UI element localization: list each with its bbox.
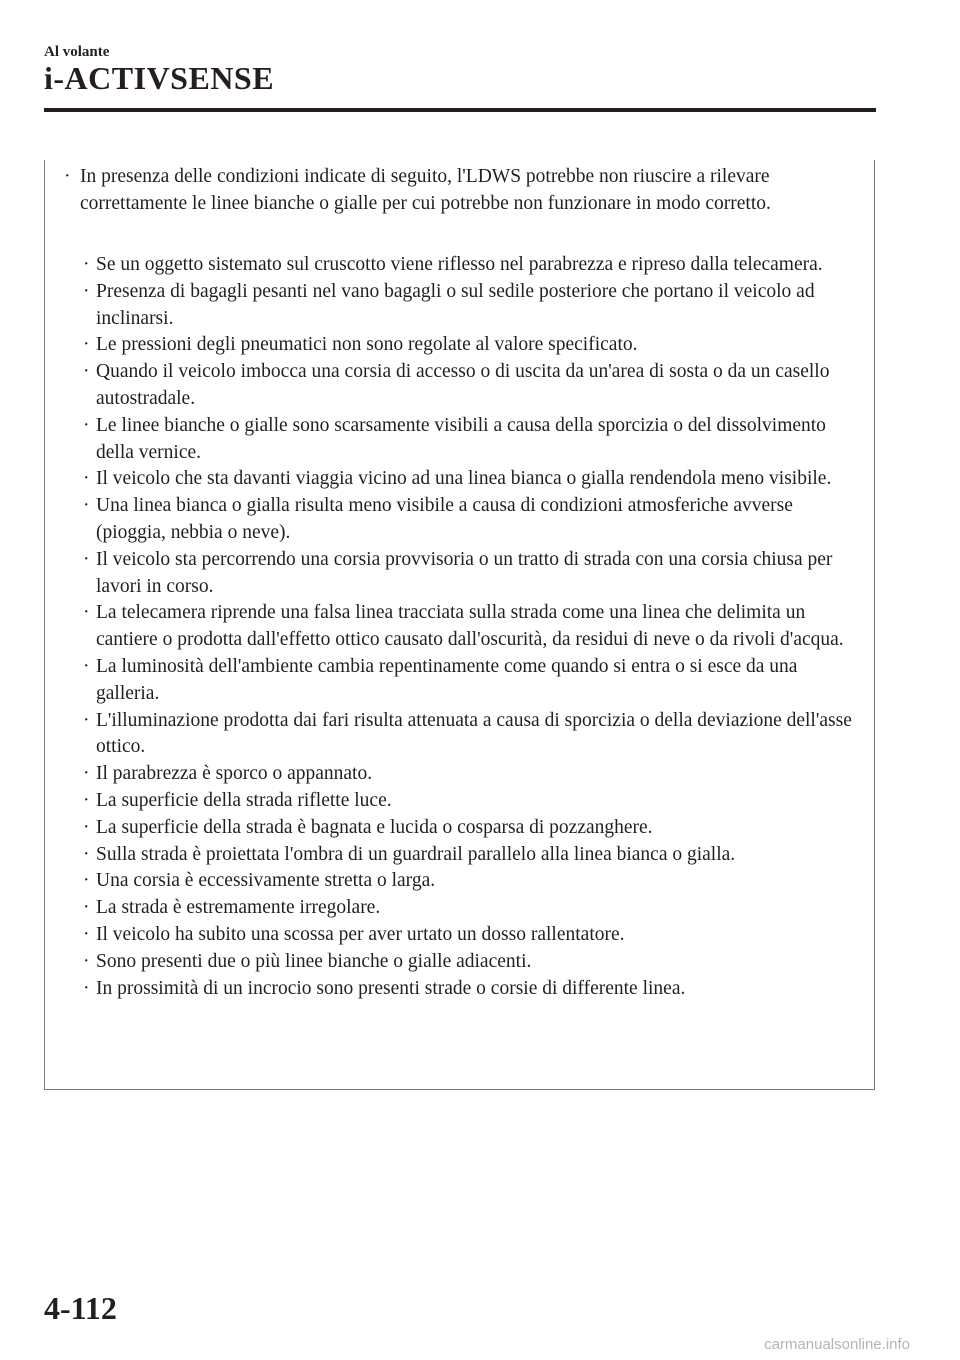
list-item [83, 976, 852, 1003]
bullet-marker: · [64, 166, 71, 187]
list-item [83, 413, 852, 467]
bullet-marker: · [83, 495, 90, 517]
bullet-marker: · [83, 548, 90, 570]
list-item-text: Se un oggetto sistemato sul cruscotto viene riflesso nel parabrezza e ripreso dalla telecamera. [96, 254, 823, 275]
list-item [83, 708, 852, 762]
list-item-text: Sulla strada è proiettata l'ombra di un guardrail parallelo alla linea bianca o gialla. [96, 843, 736, 865]
bullet-marker: · [83, 414, 90, 436]
bullet-marker: · [83, 602, 90, 624]
list-item [83, 252, 852, 279]
list-item [83, 949, 852, 976]
list-item-text: La telecamera riprende una falsa linea tracciata sulla strada come una linea che delimita un cantiere o prodotta dall'effetto ottico causato dall'oscurità, da residui di neve o da rivoli d'acqua. [96, 602, 844, 651]
list-item [83, 279, 852, 333]
condition-list [83, 252, 852, 1002]
bullet-marker: · [83, 468, 90, 490]
list-item-text: Il veicolo ha subito una scossa per aver urtato un dosso rallentatore. [96, 923, 625, 945]
bullet-marker: · [83, 655, 90, 677]
bullet-marker: · [83, 870, 90, 892]
list-item [83, 761, 852, 788]
list-item [83, 332, 852, 359]
list-item [83, 547, 852, 601]
bullet-marker: · [83, 789, 90, 811]
note-intro-text: In presenza delle condizioni indicate di seguito, l'LDWS potrebbe non riuscire a rilevare correttamente le linee bianche o gialle per cui potrebbe non funzionare in modo corretto. [80, 166, 771, 214]
list-item-text: Le pressioni degli pneumatici non sono regolate al valore specificato. [96, 334, 638, 356]
bullet-marker: · [83, 254, 90, 275]
list-item-text: La superficie della strada riflette luce. [96, 789, 392, 811]
list-item-text: Presenza di bagagli pesanti nel vano bagagli o sul sedile posteriore che portano il veicolo ad inclinarsi. [96, 280, 815, 329]
list-item [83, 788, 852, 815]
bullet-marker: · [83, 763, 90, 785]
list-item-text: Le linee bianche o gialle sono scarsamente visibili a causa della sporcizia o del dissolvimento della vernice. [96, 414, 826, 463]
list-item-text: Una corsia è eccessivamente stretta o larga. [96, 870, 436, 892]
list-item-text: Il veicolo sta percorrendo una corsia provvisoria o un tratto di strada con una corsia chiusa per lavori in corso. [96, 548, 833, 597]
watermark: carmanualsonline.info [764, 1336, 910, 1353]
bullet-marker: · [83, 334, 90, 356]
page-number: 4-112 [44, 1290, 117, 1326]
list-item [83, 815, 852, 842]
list-item-text: La luminosità dell'ambiente cambia repentinamente come quando si entra o si esce da una galleria. [96, 655, 798, 704]
list-item-text: Quando il veicolo imbocca una corsia di accesso o di uscita da un'area di sosta o da un casello autostradale. [96, 361, 830, 409]
list-item-text: La superficie della strada è bagnata e lucida o cosparsa di pozzanghere. [96, 816, 653, 838]
list-item-text: L'illuminazione prodotta dai fari risulta attenuata a causa di sporcizia o della deviazione dell'asse ottico. [96, 709, 852, 758]
bullet-marker: · [83, 280, 90, 302]
list-item-text: In prossimità di un incrocio sono presenti strade o corsie di differente linea. [96, 977, 686, 999]
list-item [83, 922, 852, 949]
list-item [83, 868, 852, 895]
bullet-marker: · [83, 843, 90, 865]
list-item-text: La strada è estremamente irregolare. [96, 897, 381, 919]
bullet-marker: · [83, 361, 90, 383]
page-title: i-ACTIVSENSE [44, 60, 275, 96]
bullet-marker: · [83, 816, 90, 838]
header-rule [44, 108, 876, 112]
note-intro [64, 163, 850, 217]
list-item [83, 493, 852, 547]
list-item-text: Sono presenti due o più linee bianche o gialle adiacenti. [96, 950, 532, 972]
bullet-marker: · [83, 897, 90, 919]
list-item-text: Il parabrezza è sporco o appannato. [96, 763, 373, 785]
list-item [83, 654, 852, 708]
section-label: Al volante [44, 44, 110, 60]
bullet-marker: · [83, 977, 90, 999]
list-item [83, 359, 852, 413]
list-item [83, 842, 852, 869]
bullet-marker: · [83, 709, 90, 731]
list-item [83, 895, 852, 922]
bullet-marker: · [83, 950, 90, 972]
list-item [83, 600, 852, 654]
list-item-text: Una linea bianca o gialla risulta meno visibile a causa di condizioni atmosferiche avverse (pioggia, nebbia o neve). [96, 495, 793, 543]
list-item-text: Il veicolo che sta davanti viaggia vicino ad una linea bianca o gialla rendendola meno visibile. [96, 468, 832, 490]
bullet-marker: · [83, 923, 90, 945]
list-item [83, 466, 852, 493]
